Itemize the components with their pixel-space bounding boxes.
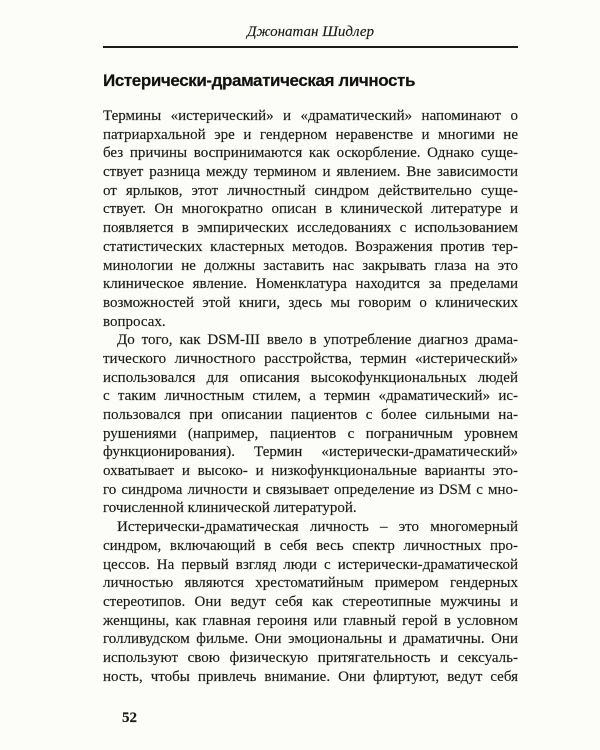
text-line: пользовался при описании пациентов с более сильными на- xyxy=(103,407,518,423)
text-line: используют свою физическую притягательность и сексуаль- xyxy=(103,649,518,666)
text-line: цессов. На первый взгляд люди с истерически-драматической xyxy=(103,556,518,573)
text-line: патриархальной эре и гендерном неравенстве и многими не xyxy=(103,126,518,143)
text-line: гочисленной клинической литературой. xyxy=(103,500,357,517)
text-line: Истерически-драматическая личность – это многомерный xyxy=(117,519,518,536)
page-number: 52 xyxy=(122,710,137,726)
text-line: функционирования). Термин «истерически-драматический» xyxy=(103,444,518,461)
text-line: личностью являются хрестоматийным примером гендерных xyxy=(103,575,518,592)
text-line: ствует. Он многократно описан в клинической литературе и xyxy=(103,201,518,218)
text-line: стереотипов. Они ведут себя как стереотипные мужчины и xyxy=(103,593,518,610)
text-line: ность, чтобы привлечь внимание. Они флиртуют, ведут себя xyxy=(103,668,518,685)
text-line: вопросах. xyxy=(103,313,166,330)
text-line: женщины, как главная героиня или главный герой в условном xyxy=(103,612,518,629)
text-line: тического личностного расстройства, термин «истерический» xyxy=(103,350,518,367)
text-line: с таким личностным стилем, а термин «драматический» ис- xyxy=(103,388,518,405)
text-line: го синдрома личности и связывает определение из DSM с мно- xyxy=(103,481,518,498)
text-line: использовался для описания высокофункциональных людей xyxy=(103,369,518,386)
running-head: Джонатан Шидлер xyxy=(246,24,375,40)
text-line: Термины «истерический» и «драматический» напоминают о xyxy=(103,108,518,124)
chapter-heading: Истерически-драматическая личность xyxy=(103,71,416,90)
text-line: ствует разница между термином и явлением. Вне зависимости xyxy=(103,164,518,181)
text-line: охватывает и высоко- и низкофункциональные варианты это- xyxy=(103,463,518,480)
text-line: клиническое явление. Номенклатура находится за пределами xyxy=(103,276,518,293)
header-rule xyxy=(103,46,518,48)
text-line: возможностей этой книги, здесь мы говорим о клинических xyxy=(103,294,518,311)
text-line: статистических кластерных методов. Возражения против тер- xyxy=(103,238,518,255)
text-line: синдром, включающий в себя весь спектр личностных про- xyxy=(103,537,518,554)
text-line: появляется в эмпирических исследованиях с использованием xyxy=(103,220,518,237)
text-line: от ярлыков, этот личностный синдром действительно суще- xyxy=(103,182,518,199)
body-text xyxy=(103,107,518,686)
text-line: До того, как DSM-III ввело в употребление диагноз драма- xyxy=(117,332,518,349)
text-line: голливудском фильме. Они эмоциональны и драматичны. Они xyxy=(103,631,518,648)
text-line: рушениями (например, пациентов с пограничным уровнем xyxy=(103,425,518,442)
text-line: без причины воспринимаются как оскорбление. Однако суще- xyxy=(103,145,518,162)
text-line: минологии не должны заставить нас закрывать глаза на это xyxy=(103,257,518,274)
